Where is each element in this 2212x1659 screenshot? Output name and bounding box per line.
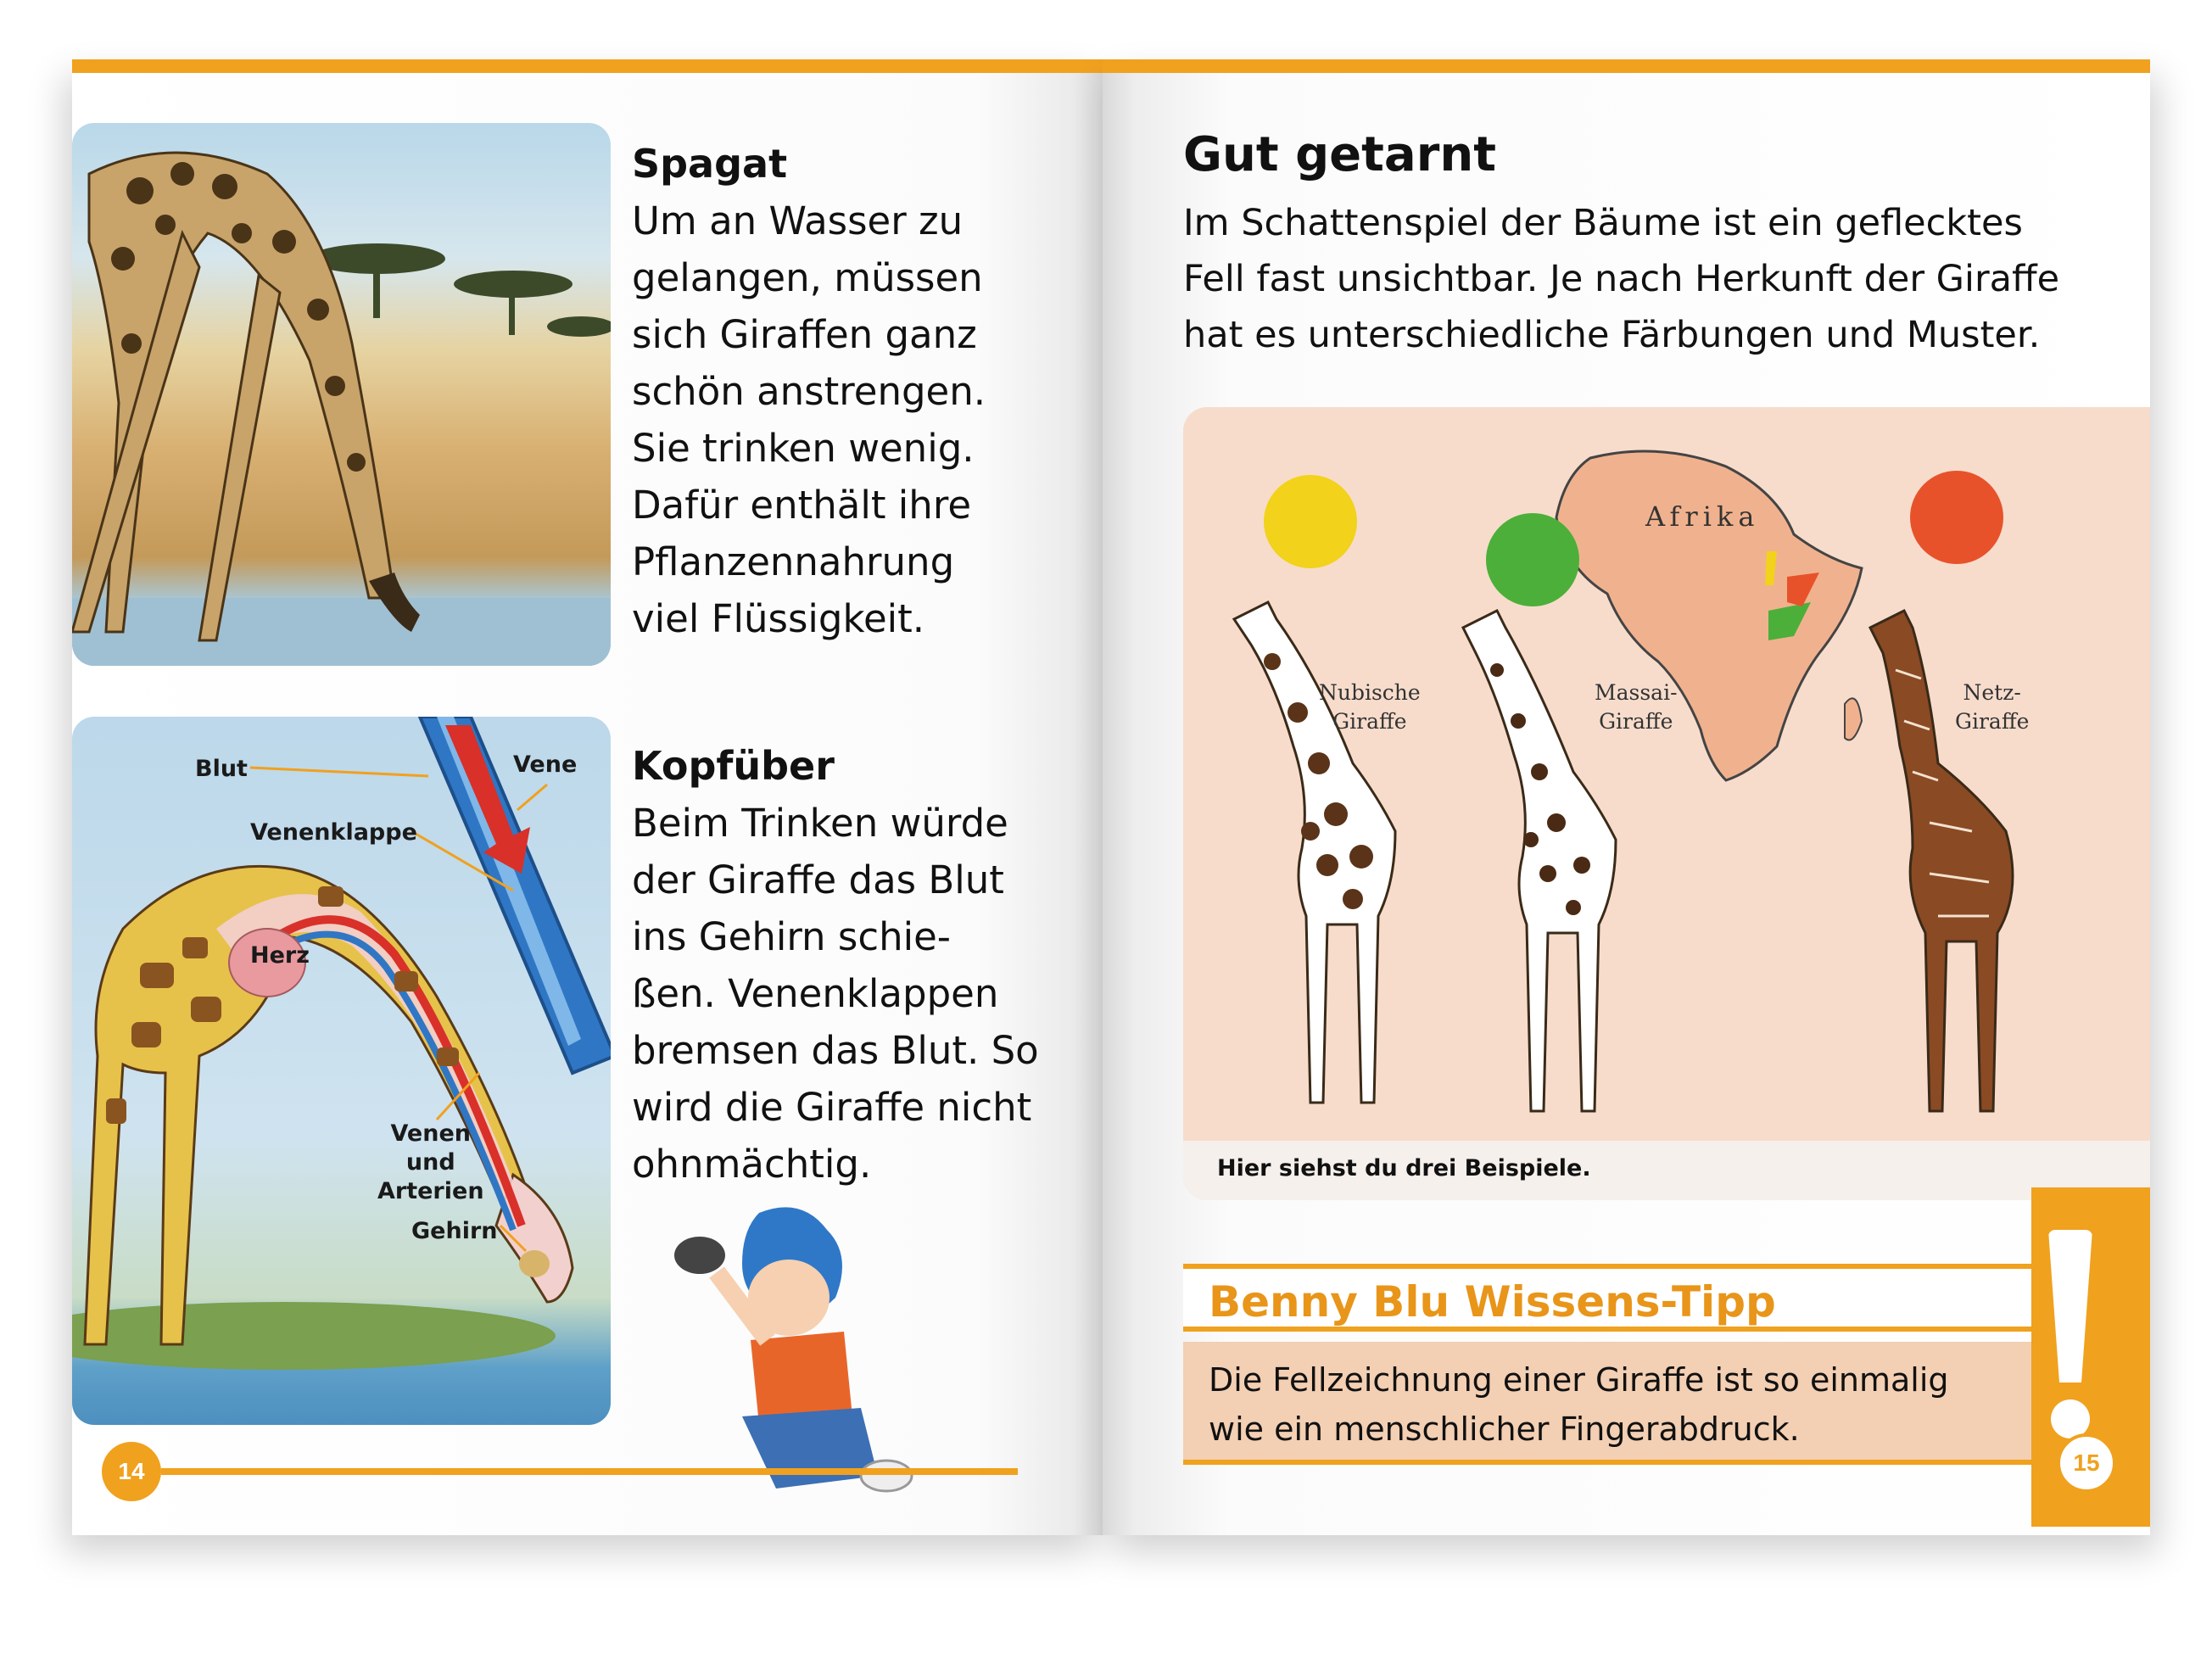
bottom-accent-line <box>161 1468 1018 1475</box>
right-page <box>1103 59 2150 1535</box>
text-line: wird die Giraffe nicht <box>632 1085 1032 1130</box>
text-line: der Giraffe das Blut <box>632 857 1004 902</box>
text-line: Pflanzennahrung <box>632 539 955 584</box>
top-accent-bar <box>1103 59 2150 73</box>
drinking-giraffe-illustration <box>72 123 611 666</box>
tip-line: wie ein menschlicher Fingerabdruck. <box>1209 1410 1800 1448</box>
circle-reticulated <box>1910 471 2003 564</box>
giraffe-masai-figure <box>1463 611 1616 1111</box>
label-netz: Netz- <box>1963 680 2021 705</box>
text-line: sich Giraffen ganz <box>632 312 977 357</box>
text-line: hat es unterschiedliche Färbungen und Muster. <box>1183 314 2041 356</box>
page-number-15: 15 <box>2057 1433 2116 1493</box>
page-number-14: 14 <box>102 1442 161 1501</box>
text-line: ohnmächtig. <box>632 1142 872 1187</box>
label-nubische: Nubische <box>1319 680 1421 705</box>
giraffe-map-illustration <box>1183 407 2150 1200</box>
left-page <box>72 59 1103 1535</box>
label-venen-arterien <box>377 1120 484 1206</box>
text-line: gelangen, müssen <box>632 255 983 300</box>
text-line: viel Flüssigkeit. <box>632 596 925 641</box>
text-line: Dafür enthält ihre <box>632 483 972 528</box>
text-line: Beim Trinken würde <box>632 801 1008 846</box>
title-gut-getarnt: Gut getarnt <box>1183 127 1496 182</box>
wissens-tipp-box <box>1183 1264 2031 1472</box>
circle-nubian <box>1264 475 1357 568</box>
label-gehirn: Gehirn <box>411 1218 498 1244</box>
text-line: ßen. Venenklappen <box>632 971 999 1016</box>
giraffe-nubian-figure <box>1234 602 1395 1103</box>
text-line: schön anstrengen. <box>632 369 986 414</box>
text-line: Fell fast unsichtbar. Je nach Herkunft der Giraffe <box>1183 258 2060 300</box>
label-afrika: Afrika <box>1645 500 1760 533</box>
tip-title: Benny Blu Wissens-Tipp <box>1209 1277 1776 1327</box>
label-venenklappe: Venenklappe <box>250 819 417 846</box>
label-giraffe: Giraffe <box>1955 709 2030 734</box>
label-massai-giraffe <box>1595 679 1678 736</box>
intro-text <box>1183 195 2125 363</box>
text-line: ins Gehirn schie- <box>632 914 952 959</box>
giraffe-anatomy-diagram <box>72 717 611 1425</box>
label-nubische-giraffe <box>1319 679 1421 736</box>
label-venen: Venen <box>390 1120 472 1147</box>
tip-body <box>1183 1342 2031 1465</box>
section-kopfueber <box>632 738 1073 1193</box>
label-arterien: Arterien <box>377 1178 484 1204</box>
tip-text <box>1209 1355 1949 1454</box>
label-blut: Blut <box>195 756 248 782</box>
label-massai: Massai- <box>1595 680 1678 705</box>
label-netz-giraffe <box>1955 679 2029 736</box>
section-spagat <box>632 136 1073 647</box>
circle-masai <box>1486 513 1579 606</box>
benny-blu-mascot <box>649 1196 929 1501</box>
top-accent-bar <box>72 59 1103 73</box>
text-line: Im Schattenspiel der Bäume ist ein geflecktes <box>1183 202 2023 244</box>
label-vene: Vene <box>513 751 578 778</box>
label-und: und <box>405 1149 455 1176</box>
text-line: Um an Wasser zu <box>632 198 964 243</box>
heading-kopfueber: Kopfüber <box>632 743 835 789</box>
map-caption: Hier siehst du drei Beispiele. <box>1217 1155 1591 1181</box>
text-line: Sie trinken wenig. <box>632 426 975 471</box>
heading-spagat: Spagat <box>632 141 788 187</box>
tip-title-band <box>1183 1264 2031 1332</box>
label-herz: Herz <box>250 942 310 969</box>
label-giraffe: Giraffe <box>1599 709 1673 734</box>
label-giraffe: Giraffe <box>1332 709 1407 734</box>
tip-line: Die Fellzeichnung einer Giraffe ist so einmalig <box>1209 1361 1949 1399</box>
text-line: bremsen das Blut. So <box>632 1028 1039 1073</box>
drinking-giraffe-drawing <box>72 123 611 666</box>
